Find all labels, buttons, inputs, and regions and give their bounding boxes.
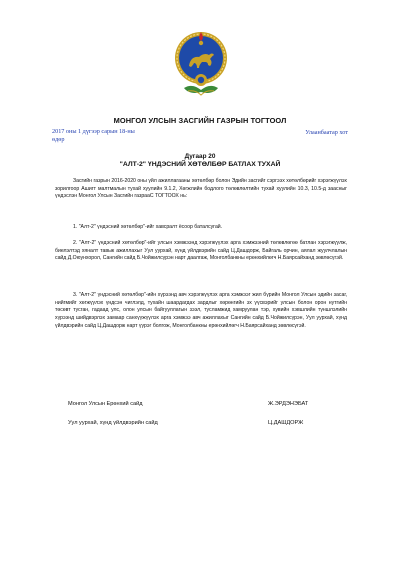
clause-2: 2. "Алт-2" үндэсний хөтөлбөр"-ийг улсын хэмжээнд хэрэгжүүлэх арга хэмжээний төлөвлөгөө батлан хэрэгжүүлж, биелэлтэд хяналт тавьж ажиллахыг Уул уурхай, хүнд үйлдвэрийн сайд Ц.Дашдорж, Байгаль орчин, аялал жуулчлалын сайд Д.Оюунхорол, Сангийн сайд Б.Чойжилсүрэн нарт даалгаж, Монголбанкны ерөнхийлөгч Н.Баярсайханд зөвлөсүгэй. (55, 240, 347, 262)
document-city: Улаанбаатар хот (305, 129, 348, 136)
emblem-sun (199, 41, 203, 45)
signatory-name-2: Ц.ДАШДОРЖ (268, 420, 304, 426)
signatory-name-1: Ж.ЭРДЭНЭБАТ (268, 401, 309, 407)
clause-1: 1. "Алт-2" үндэсний хөтөлбөр"-ийг хавсралт ёсоор баталсугай. (73, 224, 223, 230)
state-emblem-icon (172, 28, 230, 100)
clause-3: 3. "Алт-2" үндэсний хөтөлбөр"-ийн хүрээнд авч хэрэгжүүлэх арга хэмжээг жил бүрийн Монгол Улсын эдийн засаг, нийгмийг хөгжүүлэх үндсэн чиглэлд, тухайн шаардагдах зардлыг хөрөнгийн эх үүсвэрийг улсын болон орон нутгийн төсөвт тусган, гадаад улс, олон улсын байгууллагын зээл, тусламжид хамруулан тэр, хувийн хэвшлийн түншлэлийн хүрээнд шийдвэрлэх замаар санхүүжүүлэх арга хэмжээ авч ажиллахыг Сангийн сайд Б.Чойжилсүрэн, Уул уурхай, хүнд үйлдвэрийн сайд Ц.Дашдорж нарт үүрэг болгож, Монголбанкны ерөнхийлөгч Н.Баярсайханд зөвлөсүгэй. (55, 292, 347, 329)
signatory-role-1: Монгол Улсын Ерөнхий сайд (68, 401, 143, 407)
date-line-2: өдөр (52, 135, 65, 143)
date-line-1: 2017 оны 1 дүгээр сарын 18-ны (52, 128, 135, 135)
resolution-number: Дугаар 20 (184, 153, 216, 160)
document-heading: МОНГОЛ УЛСЫН ЗАСГИЙН ГАЗРЫН ТОГТООЛ (113, 116, 287, 125)
preamble-paragraph: Засгийн газрын 2016-2020 оны үйл ажиллагааны хөтөлбөр болон Эдийн засгийг сэргээх хөтөлбөрийг хэрэгжүүлэх зорилгоор Ашигт малтмалын тухай хуулийн 9.1.2, Хөгжлийн бодлого төлөвлөлтийн тухай хуулийн 10.3, 10.5-д заасныг үндэслэн Монгол Улсын Засгийн газрааС ТОГТООХ нь: (55, 178, 347, 200)
document-date (52, 128, 162, 144)
emblem-lotus (184, 86, 218, 93)
resolution-title: "АЛТ-2" ҮНДЭСНИЙ ХӨТӨЛБӨР БАТЛАХ ТУХАЙ (119, 161, 281, 168)
state-emblem (172, 28, 230, 100)
emblem-wheel-center (198, 77, 204, 83)
signatory-role-2: Уул уурхай, хүнд үйлдвэрийн сайд (68, 420, 158, 426)
